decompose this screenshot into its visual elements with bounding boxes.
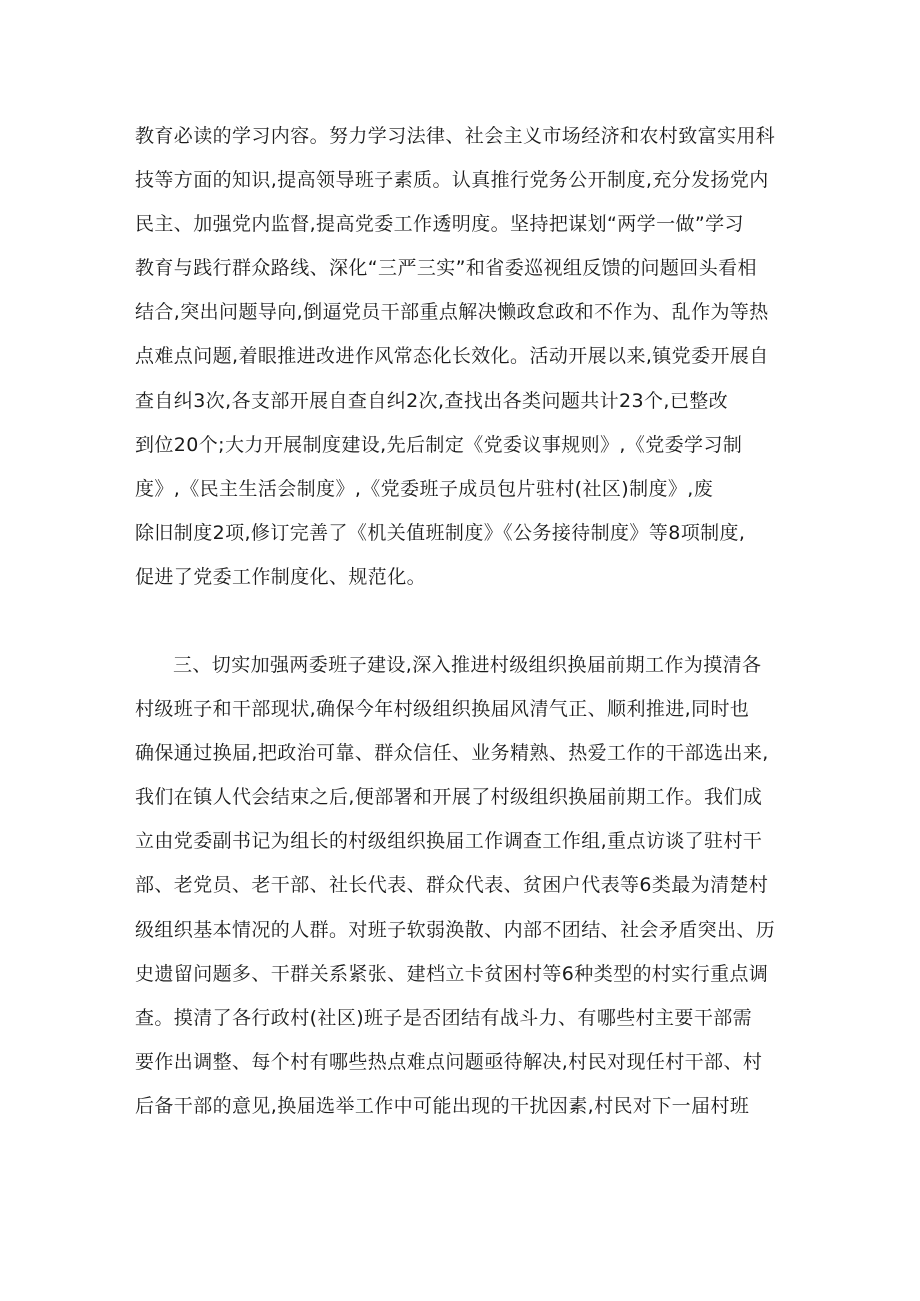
paragraph-line: 立由党委副书记为组长的村级组织换届工作调查工作组,重点访谈了驻村干: [135, 830, 763, 853]
paragraph-line: 除旧制度2项,修订完善了《机关值班制度》《公务接待制度》等8项制度,: [135, 521, 746, 544]
paragraph-line: 查自纠3次,各支部开展自查自纠2次,查找出各类问题共计23个,已整改: [135, 389, 729, 412]
paragraph-line: 查。摸清了各行政村(社区)班子是否团结有战斗力、有哪些村主要干部需: [135, 1006, 753, 1029]
paragraph-line: 度》,《民主生活会制度》,《党委班子成员包片驻村(社区)制度》,废: [135, 477, 714, 500]
paragraph-line: 部、老党员、老干部、社长代表、群众代表、贫困户代表等6类最为清楚村: [135, 874, 769, 897]
paragraph-line: 要作出调整、每个村有哪些热点难点问题亟待解决,村民对现任村干部、村: [135, 1050, 763, 1073]
paragraph-line: 技等方面的知识,提高领导班子素质。认真推行党务公开制度,充分发扬党内: [135, 169, 769, 192]
paragraph-line: 后备干部的意见,换届选举工作中可能出现的干扰因素,村民对下一届村班: [135, 1094, 750, 1117]
paragraph-line: 确保通过换届,把政治可靠、群众信任、业务精熟、热爱工作的干部选出来,: [135, 742, 769, 765]
paragraph-line: 三、切实加强两委班子建设,深入推进村级组织换届前期工作为摸清各: [173, 654, 762, 676]
paragraph-party-building: [135, 114, 795, 599]
paragraph-line: 教育与践行群众路线、深化“三严三实”和省委巡视组反馈的问题回头看相: [135, 257, 757, 280]
paragraph-line: 史遗留问题多、干群关系紧张、建档立卡贫困村等6种类型的村实行重点调: [135, 962, 769, 985]
paragraph-line: 民主、加强党内监督,提高党委工作透明度。坚持把谋划“两学一做”学习: [135, 213, 744, 236]
paragraph-line: 结合,突出问题导向,倒逼党员干部重点解决懒政怠政和不作为、乱作为等热: [135, 301, 769, 324]
paragraph-village-election: [135, 643, 795, 1128]
paragraph-line: 村级班子和干部现状,确保今年村级组织换届风清气正、顺利推进,同时也: [135, 698, 750, 721]
paragraph-line: 级组织基本情况的人群。对班子软弱涣散、内部不团结、社会矛盾突出、历: [135, 918, 776, 941]
paragraph-line: 到位20个;大力开展制度建设,先后制定《党委议事规则》,《党委学习制: [135, 433, 743, 456]
paragraph-line: 点难点问题,着眼推进改进作风常态化长效化。活动开展以来,镇党委开展自: [135, 345, 769, 368]
paragraph-line: 教育必读的学习内容。努力学习法律、社会主义市场经济和农村致富实用科: [135, 125, 776, 147]
paragraph-line: 我们在镇人代会结束之后,便部署和开展了村级组织换届前期工作。我们成: [135, 786, 763, 809]
paragraph-line: 促进了党委工作制度化、规范化。: [135, 565, 427, 588]
